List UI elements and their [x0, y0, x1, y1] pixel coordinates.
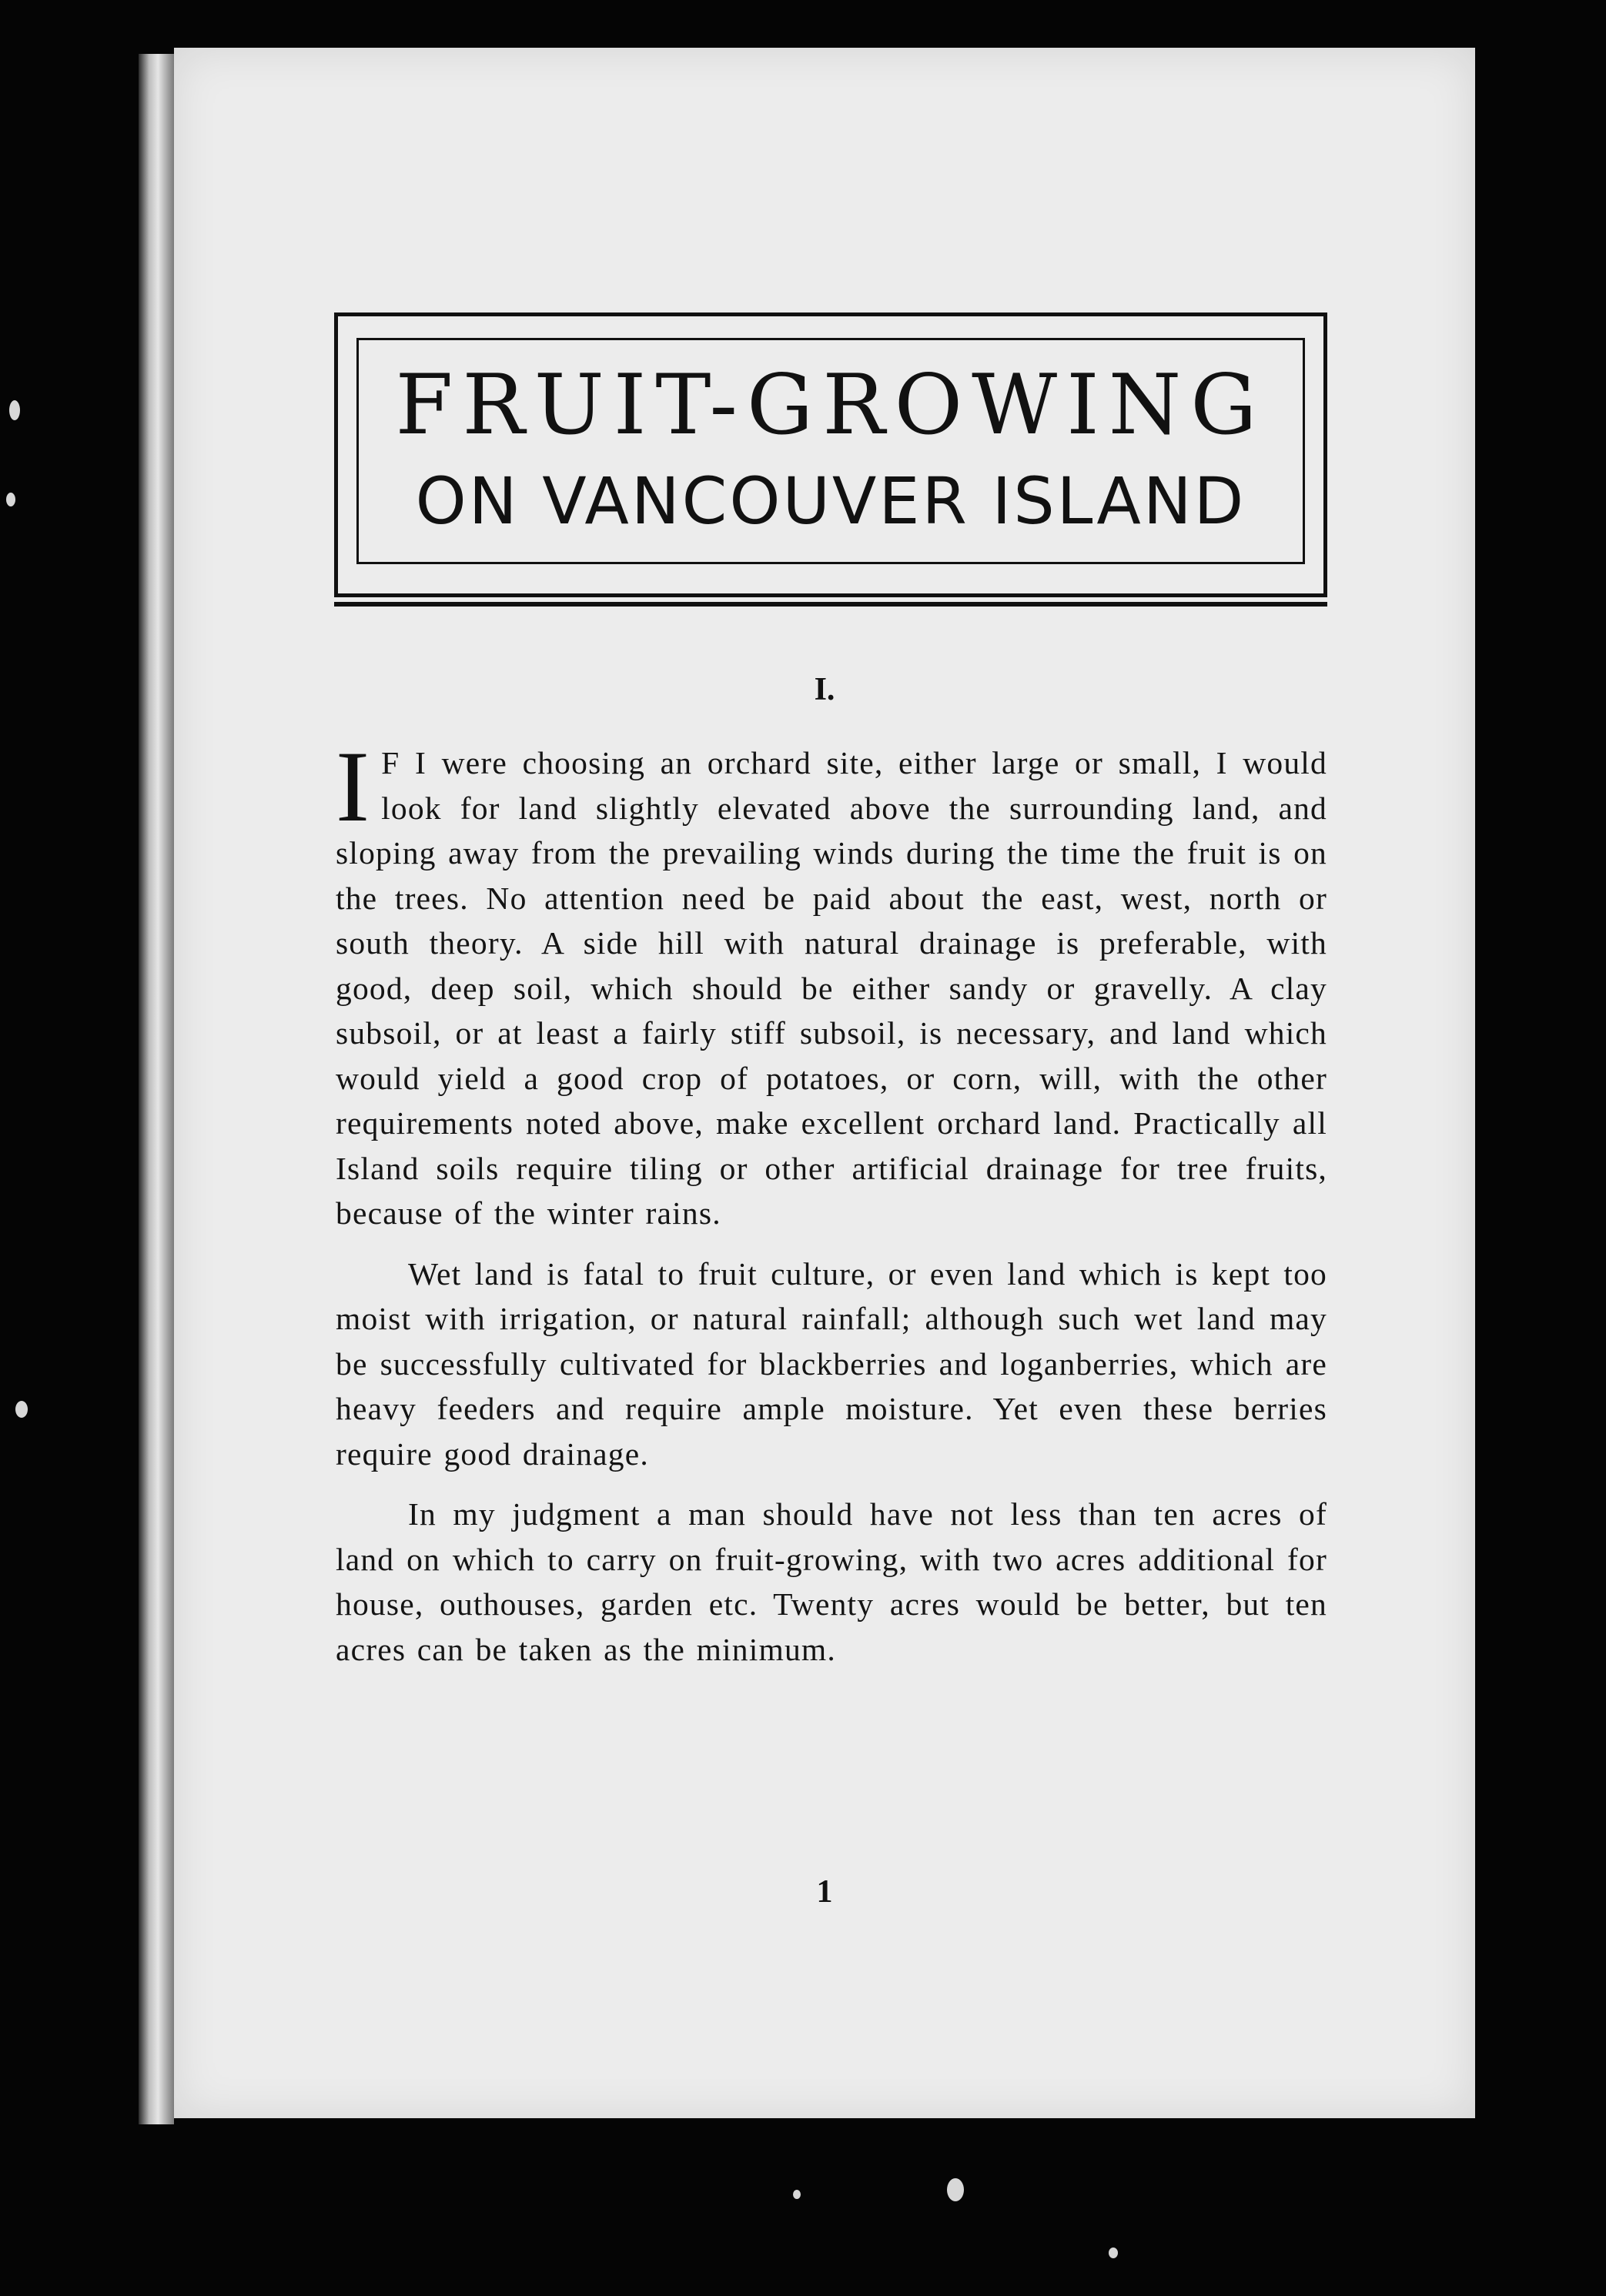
title-line-1: FRUIT-GROWING	[395, 357, 1266, 453]
document-page	[174, 48, 1475, 2118]
drop-cap: I	[336, 730, 371, 843]
page-spine-edge	[139, 54, 174, 2124]
paragraph-2: Wet land is fatal to fruit culture, or even land which is kept too moist with irrigation, or natural rainfall; although such wet land may be successfully cultivated for blackberries and loganberries, which are heavy feeders and require ample moisture. Yet even these berries require good drainage.	[336, 1255, 1327, 1472]
body-text	[336, 730, 1327, 1687]
title-underline-rule	[334, 602, 1327, 607]
section-numeral: I.	[814, 672, 835, 707]
page-number: 1	[816, 1874, 833, 1910]
title-line-2: ON VANCOUVER ISLAND	[415, 463, 1246, 539]
title-frame	[334, 312, 1327, 597]
paragraph-1-text: F I were choosing an orchard site, either large or small, I would look for land slightly elevated above the surrounding land, and sloping away from the prevailing winds during the time the fruit is on the trees. No attention need be paid about the east, west, north or south theory. A side hill with natural drainage is preferable, with good, deep soil, which should be either sandy or gravelly. A clay subsoil, or at least a fairly stiff subsoil, is necessary, and land which would yield a good crop of potatoes, or corn, will, with the other requirements noted above, make excellent orchard land. Practically all Island soils require tiling or other artificial drainage for tree fruits, because of the winter rains.	[336, 745, 1327, 1231]
paragraph-3: In my judgment a man should have not less than ten acres of land on which to carry on fruit-growing, with two acres additional for house, outhouses, garden etc. Twenty acres would be better, but ten acres can be taken as the minimum.	[336, 1496, 1327, 1667]
paragraph-1	[336, 730, 1327, 1236]
